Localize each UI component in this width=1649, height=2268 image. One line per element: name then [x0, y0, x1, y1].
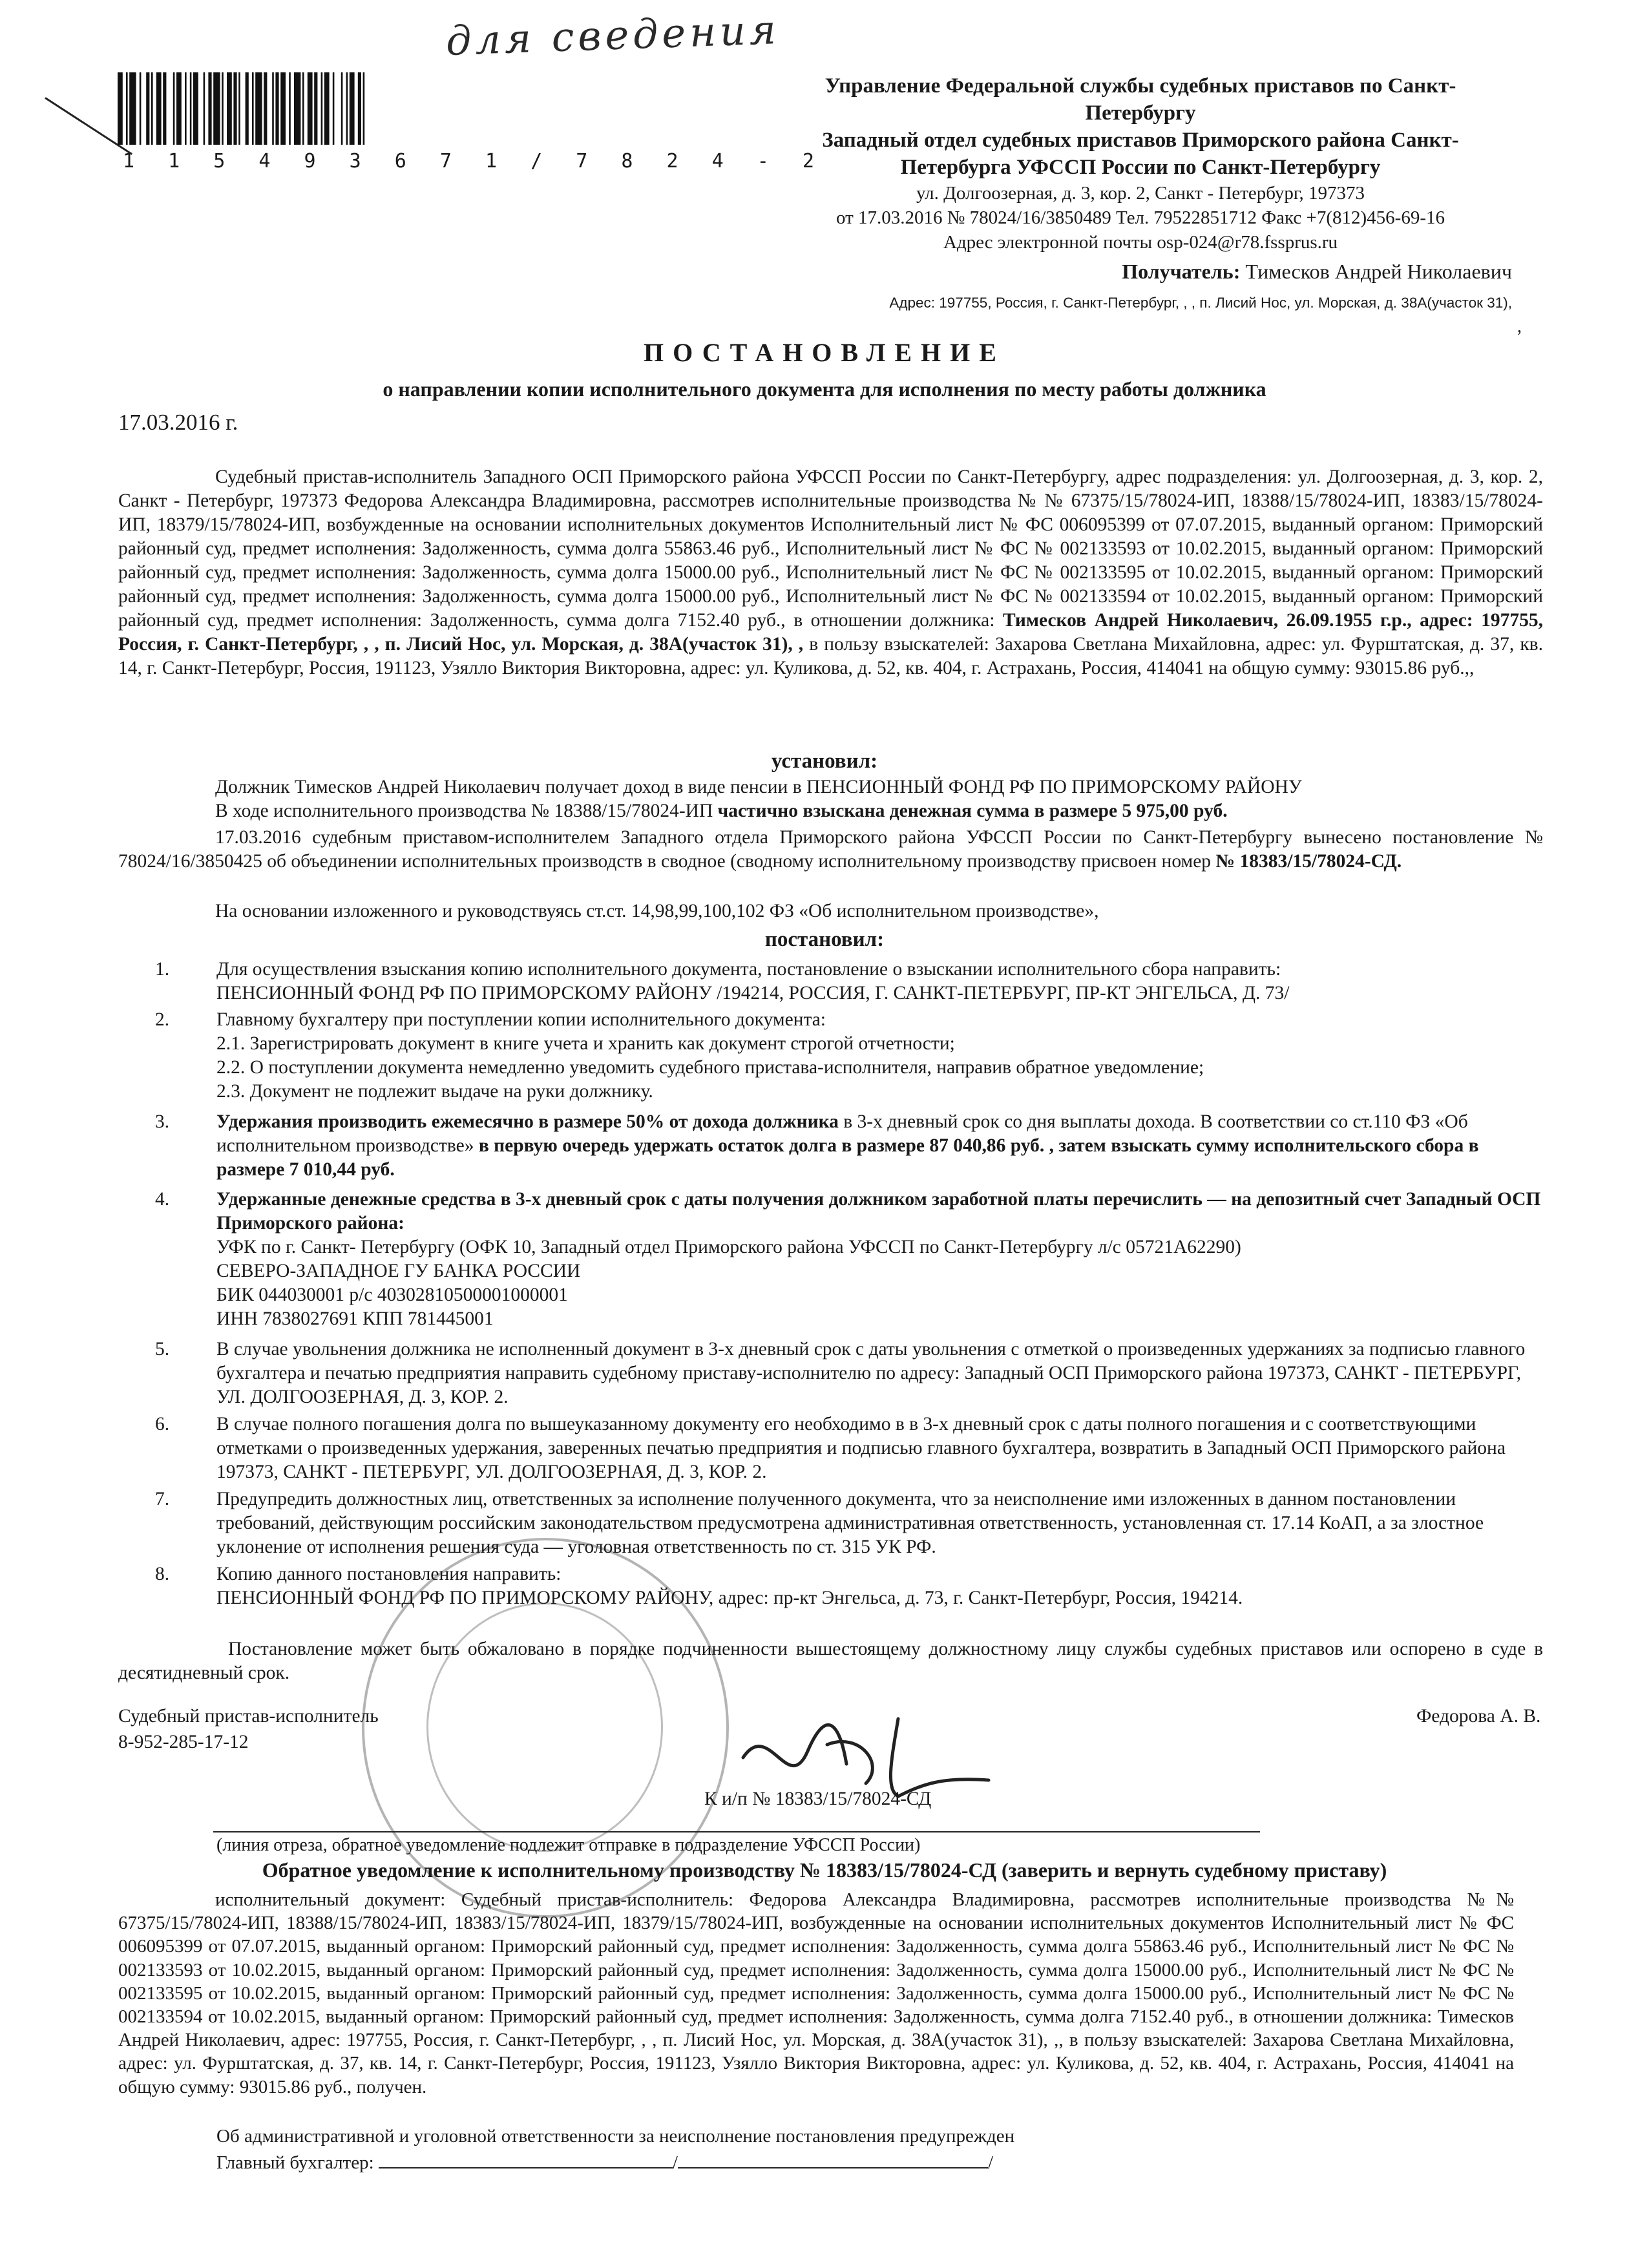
established-p1: Должник Тимесков Андрей Николаевич получает доход в виде пенсии в ПЕНСИОННЫЙ ФОНД РФ ПО ПРИМОРСКОМУ РАЙОНУ	[215, 777, 1302, 797]
recipient-name: Тимесков Андрей Николаевич	[1240, 260, 1512, 283]
item-4	[155, 1188, 1541, 1331]
appeal-paragraph: Постановление может быть обжаловано в порядке подчиненности вышестоящему должностному лицу службы судебных приставов или оспорено в суде в десятидневный срок.	[118, 1639, 1543, 1683]
established-heading: установил:	[771, 750, 878, 773]
accountant-slash-2: /	[987, 2152, 994, 2173]
item-5-text: В случае увольнения должника не исполненный документ в 3-х дневный срок с даты увольнения с отметкой о произведенных удержаниях за подписью главного бухгалтера и печатью предприятия направить судебному приставу-исполнителю по адресу: Западный ОСП Приморского района 197373, САНКТ - ПЕТЕРБУРГ, УЛ. ДОЛГООЗЕРНАЯ, Д. 3, КОР. 2.	[216, 1339, 1526, 1407]
item-8-line-2: ПЕНСИОННЫЙ ФОНД РФ ПО ПРИМОРСКОМУ РАЙОНУ, адрес: пр-кт Энгельса, д. 73, г. Санкт-Петербург, Россия, 194214.	[216, 1588, 1243, 1608]
item-3-bold-1: Удержания производить ежемесячно в размере 50% от дохода должника	[216, 1111, 839, 1132]
item-8-line-1: Копию данного постановления направить:	[216, 1564, 562, 1584]
accountant-label: Главный бухгалтер:	[216, 2152, 374, 2173]
item-2-3: 2.3. Документ не подлежит выдаче на руки должнику.	[216, 1081, 653, 1102]
dept-line-1: Западный отдел судебных приставов Приморского района Санкт-	[822, 129, 1459, 152]
intro-text: Судебный пристав-исполнитель Западного ОСП Приморского района УФССП России по Санкт-Петербургу, адрес подразделения: ул. Долгоозерная, д. 3, кор. 2, Санкт - Петербург, 197373 Федорова Александра Владимировна, рассмотрев исполнительные производства № № 67375/15/78024-ИП, 18388/15/78024-ИП, 18383/15/78024-ИП, 18379/15/78024-ИП, возбужденные на основании исполнительных документов Исполнительный лист № ФС 006095399 от 07.07.2015, выданный органом: Приморский районный суд, предмет исполнения: Задолженность, сумма долга 55863.46 руб., Исполнительный лист № ФС № 002133593 от 10.02.2015, выданный органом: Приморский районный суд, предмет исполнения: Задолженность, сумма долга 15000.00 руб., Исполнительный лист № ФС № 002133595 от 10.02.2015, выданный органом: Приморский районный суд, предмет исполнения: Задолженность, сумма долга 15000.00 руб., Исполнительный лист № ФС № 002133594 от 10.02.2015, выданный органом: Приморский районный суд, предмет исполнения: Задолженность, сумма долга 7152.40 руб., в отношении должника:	[118, 467, 1543, 631]
item-6-text: В случае полного погашения долга по вышеуказанному документу его необходимо в в 3-х дневный срок с даты полного погашения и с соответствующими отметками о произведенных удержания, заверенных печатью предприятия и подписью главного бухгалтера, возвратить в Западный ОСП Приморского района 197373, САНКТ - ПЕТЕРБУРГ, УЛ. ДОЛГООЗЕРНАЯ, Д. 3, КОР. 2.	[216, 1414, 1506, 1482]
document-title: ПОСТАНОВЛЕНИЕ	[644, 338, 1005, 367]
item-4-line-1: УФК по г. Санкт- Петербургу (ОФК 10, Западный отдел Приморского района УФССП по Санкт-Петербургу л/с 05721А62290)	[216, 1237, 1241, 1257]
recipient-address: Адрес: 197755, Россия, г. Санкт-Петербург, , , п. Лисий Нос, ул. Морская, д. 38А(участок 31),	[889, 295, 1512, 311]
established-p3-text: 17.03.2016 судебным приставом-исполнителем Западного отдела Приморского района УФССП России по Санкт-Петербургу вынесено постановление № 78024/16/3850425 об объединении исполнительных производств в сводное (сводному исполнительному производству присвоен номер	[118, 827, 1543, 872]
signer-name: Федорова А. В.	[1416, 1706, 1541, 1727]
document-ref: от 17.03.2016 № 78024/16/3850489 Тел. 79522851712 Факс +7(812)456-69-16	[835, 207, 1445, 228]
item-2-2: 2.2. О поступлении документа немедленно уведомить судебного пристава-исполнителя, направив обратное уведомление;	[216, 1057, 1204, 1078]
stray-comma: ,	[1517, 317, 1522, 337]
intro-text-after: в пользу взыскателей: Захарова Светлана Михайловна, адрес: ул. Фурштатская, д. 37, кв. 14, г. Санкт-Петербург, Россия, 191123, Узялло Виктория Викторовна, адрес: ул. Куликова, д. 52, кв. 404, г. Астрахань, Россия, 414041 на общую сумму: 93015.86 руб.,,	[118, 634, 1543, 678]
org-line-2: Петербургу	[1085, 101, 1196, 125]
item-4-line-2: СЕВЕРО-ЗАПАДНОЕ ГУ БАНКА РОССИИ	[216, 1261, 581, 1281]
item-3	[155, 1110, 1541, 1182]
intro-paragraph	[118, 465, 1543, 680]
document-subtitle: о направлении копии исполнительного документа для исполнения по месту работы должника	[383, 377, 1266, 401]
item-6-number: 6.	[155, 1414, 170, 1434]
established-p2-amount: частично взыскана денежная сумма в размере 5 975,00 руб.	[717, 801, 1228, 821]
item-2-text: Главному бухгалтеру при поступлении копии исполнительного документа:	[216, 1009, 826, 1030]
accountant-slash-1: /	[672, 2152, 678, 2173]
item-3-text: в 3-х дневный срок со дня выплаты дохода. В соответствии со ст.110 ФЗ «Об исполнительном производстве»	[216, 1111, 1468, 1156]
item-4-number: 4.	[155, 1189, 170, 1210]
item-7-text: Предупредить должностных лиц, ответственных за исполнение полученного документа, что за неисполнение ими изложенных в данном постановлении требований, действующим российским законодательством предусмотрена административная ответственность, установленная ст. 17.14 КоАП, а за злостное уклонение от исполнения решения суда — уголовная ответственность по ст. 315 УК РФ.	[216, 1489, 1484, 1557]
established-p3	[118, 826, 1543, 874]
case-reference: К и/п № 18383/15/78024-СД	[704, 1789, 932, 1809]
item-4-line-4: ИНН 7838027691 КПП 781445001	[216, 1308, 494, 1329]
item-7-number: 7.	[155, 1489, 170, 1509]
email-line: Адрес электронной почты osp-024@r78.fssprus.ru	[943, 232, 1338, 253]
warned-statement: Об административной и уголовной ответственности за неисполнение постановления предупрежден	[216, 2126, 1015, 2147]
established-p3-number: № 18383/15/78024-СД.	[1215, 851, 1402, 872]
item-4-line-3: БИК 044030001 р/с 40302810500001000001	[216, 1285, 568, 1305]
recipient-label: Получатель:	[1122, 260, 1241, 283]
document-date: 17.03.2016 г.	[118, 410, 238, 435]
dept-line-2: Петербурга УФССП России по Санкт-Петербургу	[900, 156, 1381, 179]
return-notice-body: исполнительный документ: Судебный пристав-исполнитель: Федорова Александра Владимировна, рассмотрев исполнительные производства №№ 67375/15/78024-ИП, 18388/15/78024-ИП, 18383/15/78024-ИП, 18379/15/78024-ИП, возбужденные на основании исполнительных документов Исполнительный лист № ФС 006095399 от 07.07.2015, выданный органом: Приморский районный суд, предмет исполнения: Задолженность, сумма долга 55863.46 руб., Исполнительный лист № ФС № 002133593 от 10.02.2015, выданный органом: Приморский районный суд, предмет исполнения: Задолженность, сумма долга 15000.00 руб., Исполнительный лист № ФС № 002133595 от 10.02.2015, выданный органом: Приморский районный суд, предмет исполнения: Задолженность, сумма долга 15000.00 руб., Исполнительный лист № ФС № 002133594 от 10.02.2015, выданный органом: Приморский районный суд, предмет исполнения: Задолженность, сумма долга 7152.40 руб., в отношении должника: Тимесков Андрей Николаевич, адрес: 197755, Россия, г. Санкт-Петербург, , , п. Лисий Нос, ул. Морская, д. 38А(участок 31), ,, в пользу взыскателей: Захарова Светлана Михайловна, адрес: ул. Фурштатская, д. 37, кв. 14, г. Санкт-Петербург, Россия, 191123, Узялло Виктория Викторовна, адрес: ул. Куликова, д. 52, кв. 404, г. Астрахань, Россия, 414041 на общую сумму: 93015.86 руб., получен.	[118, 1889, 1514, 2097]
signer-role: Судебный пристав-исполнитель	[118, 1706, 379, 1727]
item-4-bold: Удержанные денежные средства в 3-х дневный срок с даты получения должником заработной платы перечислить — на депозитный счет Западный ОСП Приморского района:	[216, 1189, 1541, 1234]
accountant-line	[216, 2150, 993, 2174]
barcode-digits: 1 1 5 4 9 3 6 7 1 / 7 8 2 4 - 2	[123, 150, 825, 173]
resolved-heading: постановил:	[764, 928, 885, 951]
item-5-number: 5.	[155, 1339, 170, 1360]
item-3-bold-2: в первую очередь удержать остаток долга в размере 87 040,86 руб. , затем взыскать сумму исполнительского сбора в размере 7 010,44 руб.	[216, 1135, 1479, 1180]
item-7	[155, 1487, 1541, 1559]
item-1-line-2: ПЕНСИОННЫЙ ФОНД РФ ПО ПРИМОРСКОМУ РАЙОНУ /194214, РОССИЯ, Г. САНКТ-ПЕТЕРБУРГ, ПР-КТ ЭНГЕЛЬСА, Д. 73/	[216, 983, 1290, 1003]
item-2	[155, 1008, 1541, 1104]
official-seal-inner-ring	[426, 1602, 663, 1852]
return-notice-heading: Обратное уведомление к исполнительному производству № 18383/15/78024-СД (заверить и вернуть судебному приставу)	[262, 1858, 1387, 1882]
accountant-signature-field[interactable]	[379, 2150, 673, 2168]
recipient	[795, 260, 1512, 284]
intro-debtor: Тимесков Андрей Николаевич, 26.09.1955 г.р., адрес: 197755, Россия, г. Санкт-Петербург, , , п. Лисий Нос, ул. Морская, д. 38А(участок 31), ,	[118, 610, 1544, 655]
established-p2	[118, 799, 1543, 823]
item-2-number: 2.	[155, 1009, 170, 1030]
item-8-number: 8.	[155, 1564, 170, 1584]
signer-phone: 8-952-285-17-12	[118, 1732, 249, 1752]
org-line-1: Управление Федеральной службы судебных приставов по Санкт-	[824, 74, 1456, 98]
item-1	[155, 958, 1541, 1005]
item-2-1: 2.1. Зарегистрировать документ в книге учета и хранить как документ строгой отчетности;	[216, 1033, 955, 1054]
dept-address: ул. Долгоозерная, д. 3, кор. 2, Санкт - Петербург, 197373	[916, 183, 1365, 204]
accountant-name-field[interactable]	[678, 2150, 988, 2168]
cut-note: (линия отреза, обратное уведомление подлежит отправке в подразделение УФССП России)	[216, 1835, 921, 1855]
established-p2-text: В ходе исполнительного производства № 18388/15/78024-ИП	[215, 801, 718, 821]
established-p4: На основании изложенного и руководствуясь ст.ст. 14,98,99,100,102 ФЗ «Об исполнительном производстве»,	[215, 901, 1099, 921]
item-1-line-1: Для осуществления взыскания копию исполнительного документа, постановление о взыскании исполнительного сбора направить:	[216, 959, 1281, 980]
item-5	[155, 1338, 1541, 1409]
item-6	[155, 1412, 1541, 1484]
item-3-number: 3.	[155, 1111, 170, 1132]
issuer-header	[762, 72, 1518, 255]
handwritten-note: для сведения	[445, 6, 781, 65]
cut-line	[213, 1831, 1260, 1832]
item-1-number: 1.	[155, 959, 170, 980]
